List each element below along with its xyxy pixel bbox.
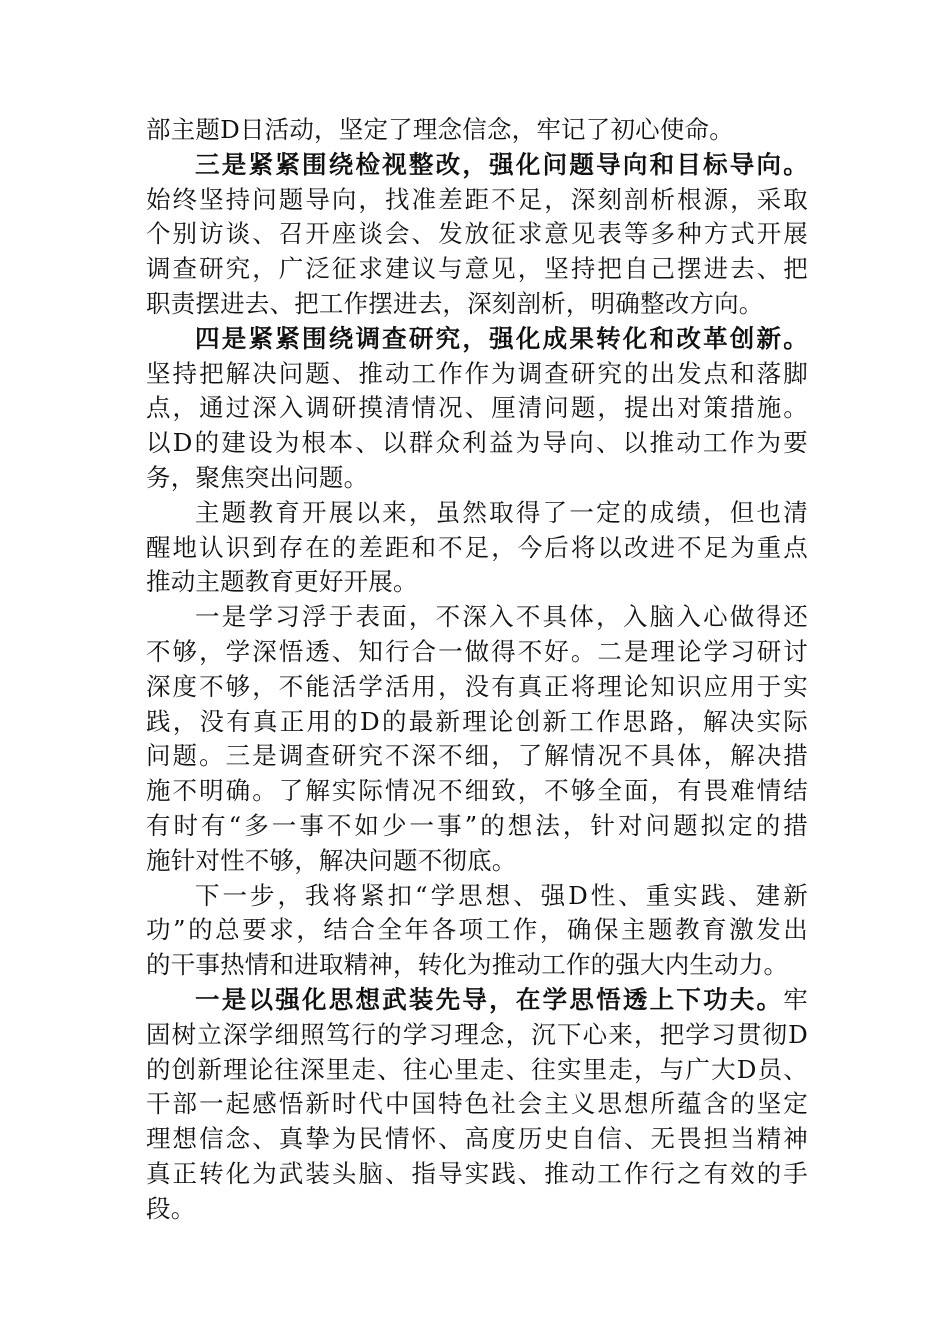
line-text: 点，通过深入调研摸清情况、厘清问题，提出对策措施。 bbox=[146, 393, 808, 423]
text-line bbox=[146, 670, 808, 705]
bold-heading: 四是紧紧围绕调查研究，强化成果转化和改革创新。 bbox=[195, 323, 808, 353]
line-text: 牢 bbox=[783, 984, 808, 1014]
line-text: 务，聚焦突出问题。 bbox=[146, 462, 369, 492]
line-text: 干部一起感悟新时代中国特色社会主义思想所蕴含的坚定 bbox=[146, 1089, 808, 1119]
line-text: 醒地认识到存在的差距和不足，今后将以改进不足为重点 bbox=[146, 532, 808, 562]
line-text: 段。 bbox=[146, 1193, 196, 1223]
text-line bbox=[146, 1157, 808, 1192]
line-text: 推动主题教育更好开展。 bbox=[146, 567, 418, 597]
line-text: 坚持把解决问题、推动工作作为调查研究的出发点和落脚 bbox=[146, 358, 808, 388]
text-line bbox=[146, 635, 808, 670]
text-line bbox=[146, 1053, 808, 1088]
text-line bbox=[146, 322, 808, 357]
text-line bbox=[146, 913, 808, 948]
line-text: 问题。三是调查研究不深不细，了解情况不具体，解决措 bbox=[146, 741, 808, 771]
line-text: 调查研究，广泛征求建议与意见，坚持把自己摆进去、把 bbox=[146, 254, 808, 284]
line-text: 主题教育开展以来，虽然取得了一定的成绩，但也清 bbox=[195, 497, 808, 527]
line-text: 施不明确。了解实际情况不细致，不够全面，有畏难情结 bbox=[146, 776, 808, 806]
text-line bbox=[146, 774, 808, 809]
line-text: 的干事热情和进取精神，转化为推动工作的强大内生动力。 bbox=[146, 950, 789, 980]
line-text: 个别访谈、召开座谈会、发放征求意见表等多种方式开展 bbox=[146, 219, 808, 249]
text-line bbox=[146, 496, 808, 531]
text-line bbox=[146, 739, 808, 774]
text-line bbox=[146, 879, 808, 914]
text-line bbox=[146, 565, 808, 600]
line-text: 不够，学深悟透、知行合一做得不好。二是理论学习研讨 bbox=[146, 636, 808, 666]
text-line bbox=[146, 844, 808, 879]
line-text: 下一步，我将紧扣“学思想、强D性、重实践、建新 bbox=[195, 880, 808, 910]
line-text: 职责摆进去、把工作摆进去，深刻剖析，明确整改方向。 bbox=[146, 288, 764, 318]
line-text: 功”的总要求，结合全年各项工作，确保主题教育激发出 bbox=[146, 915, 808, 945]
line-text: 部主题D日活动，坚定了理念信念，牢记了初心使命。 bbox=[146, 115, 734, 144]
document-body bbox=[146, 113, 808, 1227]
text-line bbox=[146, 426, 808, 461]
text-line bbox=[146, 148, 808, 183]
line-text: 理想信念、真挚为民情怀、高度历史自信、无畏担当精神 bbox=[146, 1124, 808, 1154]
text-line bbox=[146, 1192, 808, 1227]
text-line bbox=[146, 461, 808, 496]
line-text: 真正转化为武装头脑、指导实践、推动工作行之有效的手 bbox=[146, 1158, 808, 1188]
text-line bbox=[146, 252, 808, 287]
line-text: 固树立深学细照笃行的学习理念，沉下心来，把学习贯彻D bbox=[146, 1019, 808, 1049]
text-line bbox=[146, 113, 808, 148]
line-text: 有时有“多一事不如少一事”的想法，针对问题拟定的措 bbox=[146, 810, 808, 840]
line-text: 践，没有真正用的D的最新理论创新工作思路，解决实际 bbox=[146, 706, 808, 736]
line-text: 深度不够，不能活学活用，没有真正将理论知识应用于实 bbox=[146, 671, 808, 701]
text-line bbox=[146, 287, 808, 322]
line-text: 以D的建设为根本、以群众利益为导向、以推动工作为要 bbox=[146, 428, 808, 458]
bold-heading: 三是紧紧围绕检视整改，强化问题导向和目标导向。 bbox=[195, 149, 808, 179]
text-line bbox=[146, 600, 808, 635]
line-text: 一是学习浮于表面，不深入不具体，入脑入心做得还 bbox=[195, 602, 808, 632]
text-line bbox=[146, 531, 808, 566]
text-line bbox=[146, 1122, 808, 1157]
text-line bbox=[146, 357, 808, 392]
line-text: 的创新理论往深里走、往心里走、往实里走，与广大D员、 bbox=[146, 1054, 808, 1084]
text-line bbox=[146, 1018, 808, 1053]
text-line bbox=[146, 1087, 808, 1122]
text-line bbox=[146, 983, 808, 1018]
text-line bbox=[146, 183, 808, 218]
text-line bbox=[146, 391, 808, 426]
line-text: 始终坚持问题导向，找准差距不足，深刻剖析根源，采取 bbox=[146, 184, 808, 214]
text-line bbox=[146, 217, 808, 252]
text-line bbox=[146, 948, 808, 983]
bold-heading: 一是以强化思想武装先导，在学思悟透上下功夫。 bbox=[195, 984, 784, 1014]
line-text: 施针对性不够，解决问题不彻底。 bbox=[146, 845, 517, 875]
text-line bbox=[146, 809, 808, 844]
text-line bbox=[146, 705, 808, 740]
